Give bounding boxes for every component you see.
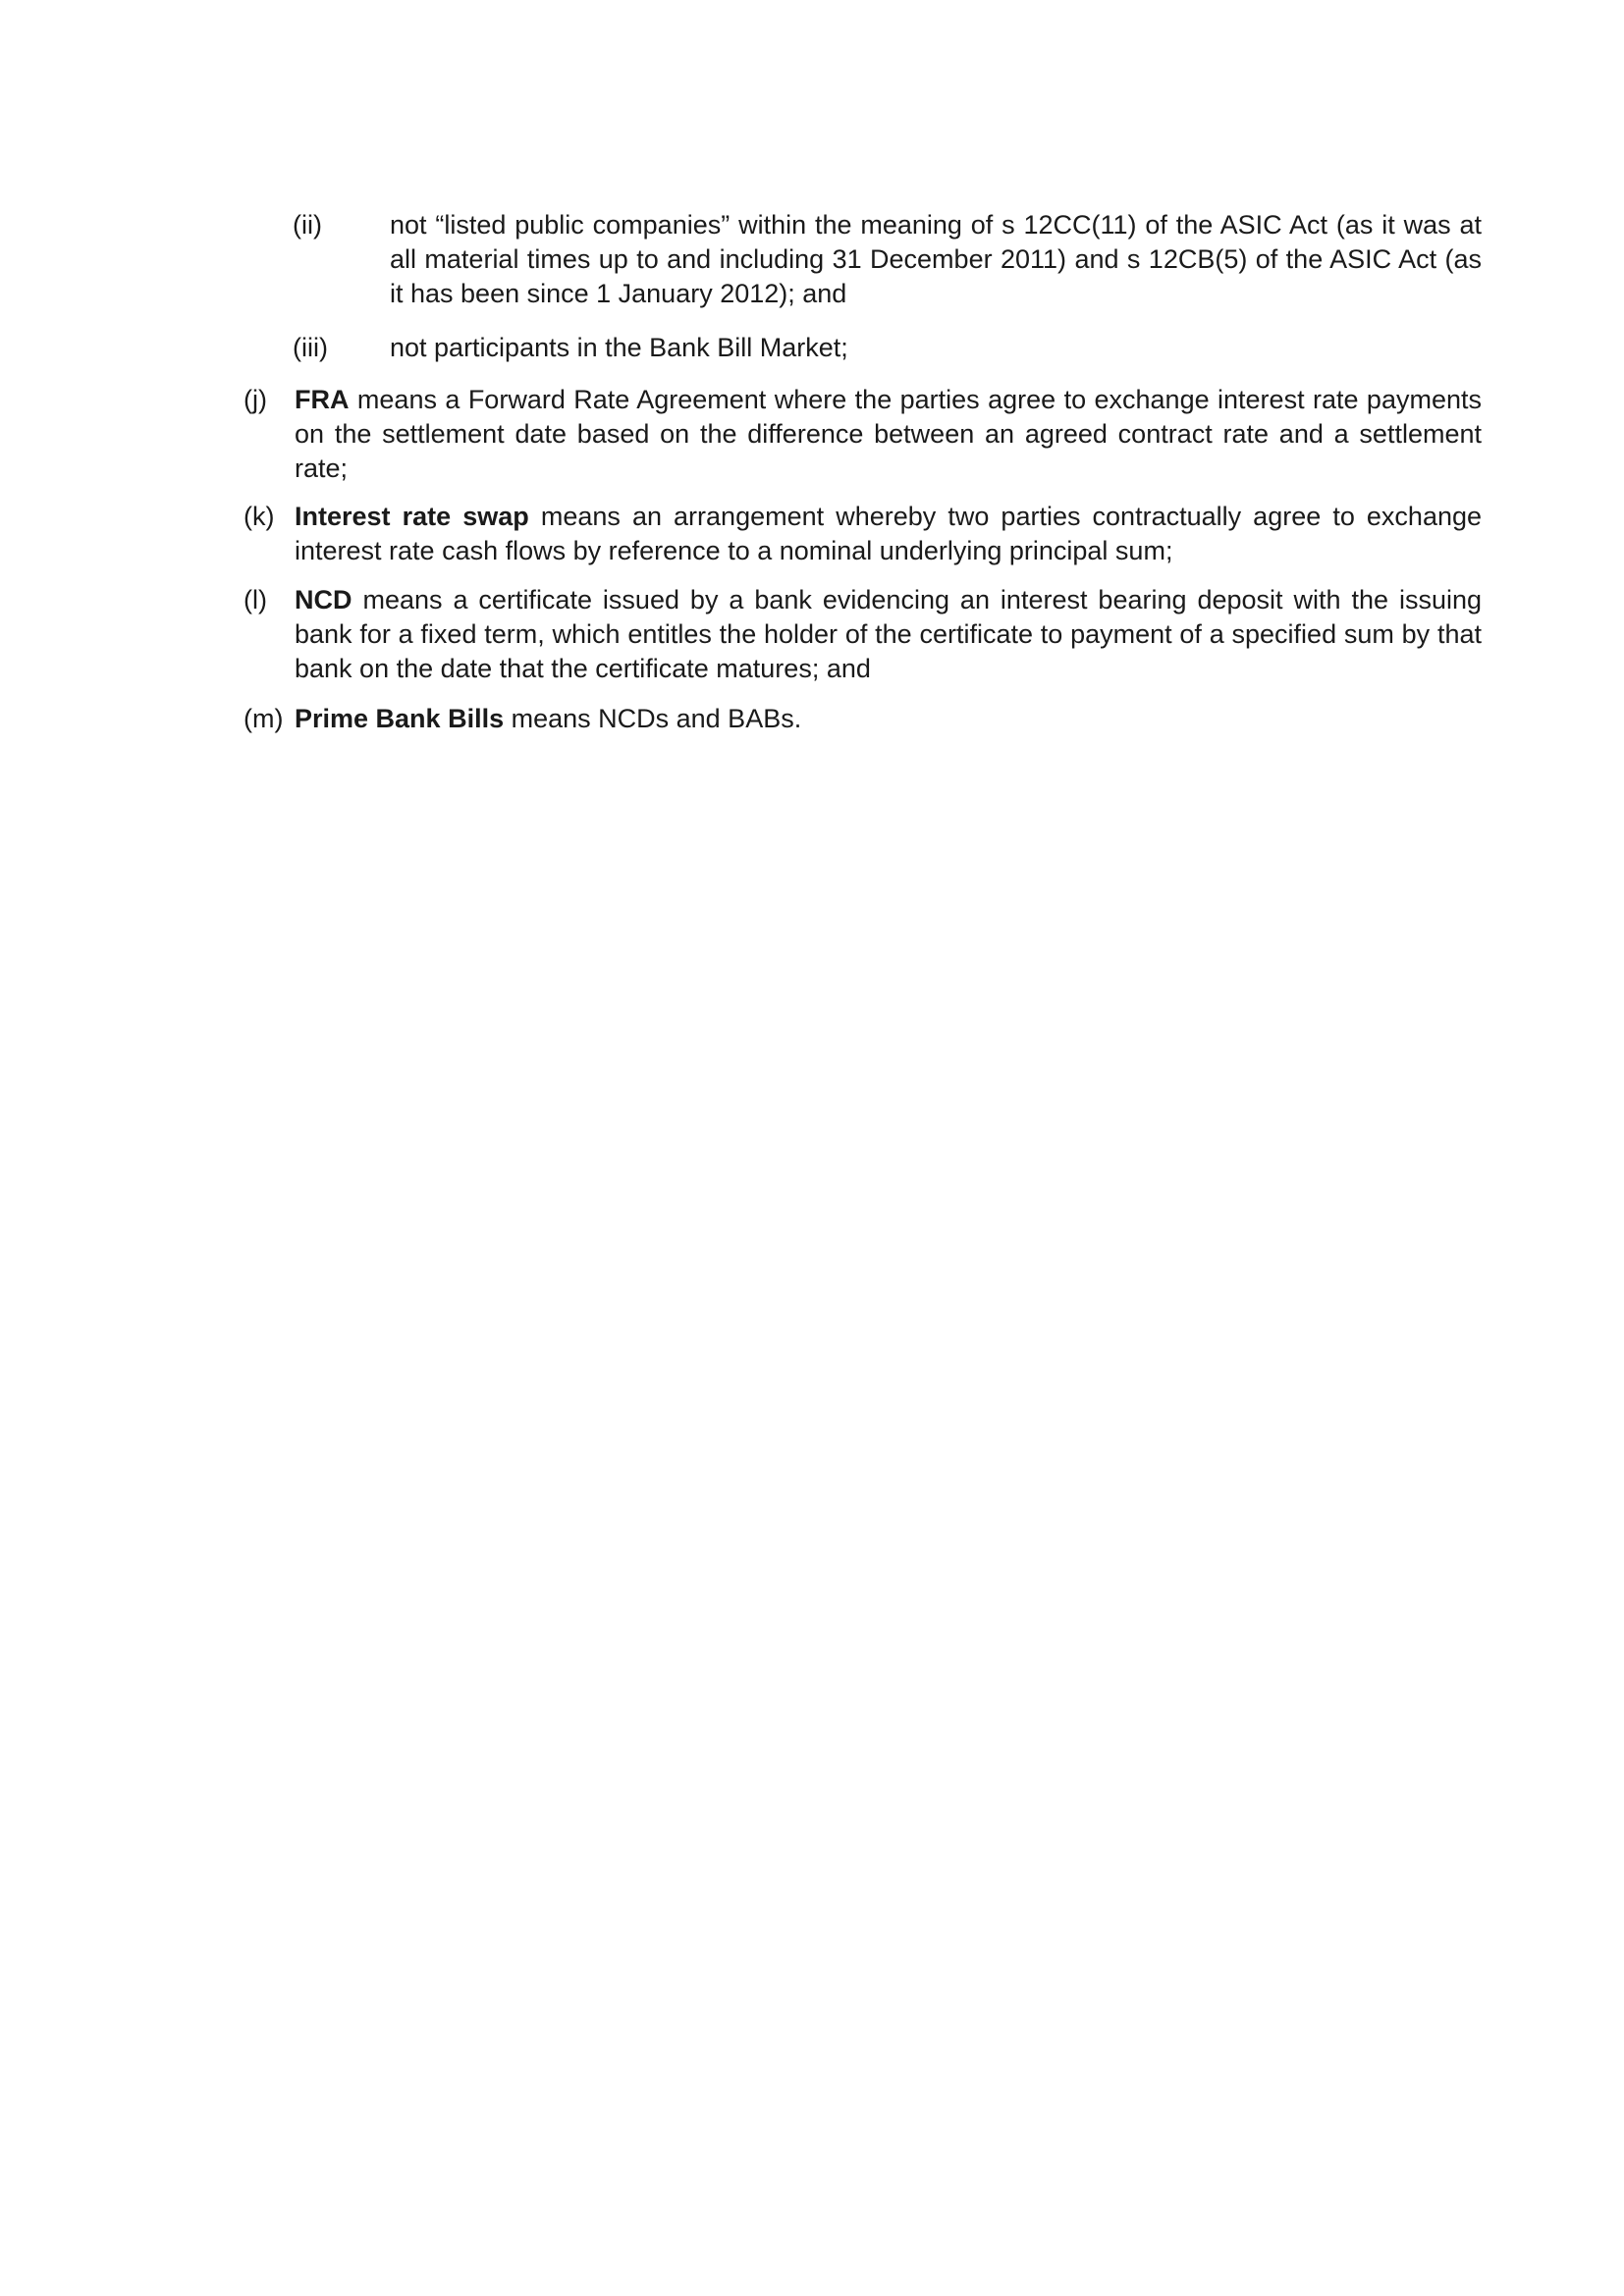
definition-label: (k) — [244, 502, 275, 531]
subitem-label: (iii) — [293, 333, 328, 362]
defined-term: Prime Bank Bills — [295, 704, 505, 733]
definition-text — [295, 383, 1482, 486]
definition-body: means a certificate issued by a bank evidencing an interest bearing deposit with the issuing bank for a fixed term, which entitles the holder of the certificate to payment of a specified sum by that bank on the date that the certificate matures; and — [295, 585, 1482, 683]
defined-term: NCD — [295, 585, 352, 614]
subitem-label: (ii) — [293, 210, 322, 240]
definition-text — [295, 500, 1482, 568]
definition-body: means NCDs and BABs. — [504, 704, 802, 733]
definition-body: means an arrangement whereby two parties contractually agree to exchange interest rate cash flows by reference to a nominal underlying principal sum; — [295, 502, 1483, 565]
definition-text — [295, 702, 1482, 736]
subitem-text: not “listed public companies” within the meaning of s 12CC(11) of the ASIC Act (as it was at all material times up to and including 31 December 2011) and s 12CB(5) of the ASIC Act (as it has been since 1 January 2012); and — [390, 210, 1482, 308]
defined-term: Interest rate swap — [295, 502, 529, 531]
definition-body: means a Forward Rate Agreement where the parties agree to exchange interest rate payments on the settlement date based on the difference between an agreed contract rate and a settlement rate; — [295, 385, 1482, 483]
definition-label: (m) — [244, 704, 284, 733]
defined-term: FRA — [295, 385, 350, 414]
definition-label: (l) — [244, 585, 267, 614]
subitem-text: not participants in the Bank Bill Market; — [390, 333, 848, 362]
definition-label: (j) — [244, 385, 267, 414]
definition-text — [295, 583, 1482, 686]
